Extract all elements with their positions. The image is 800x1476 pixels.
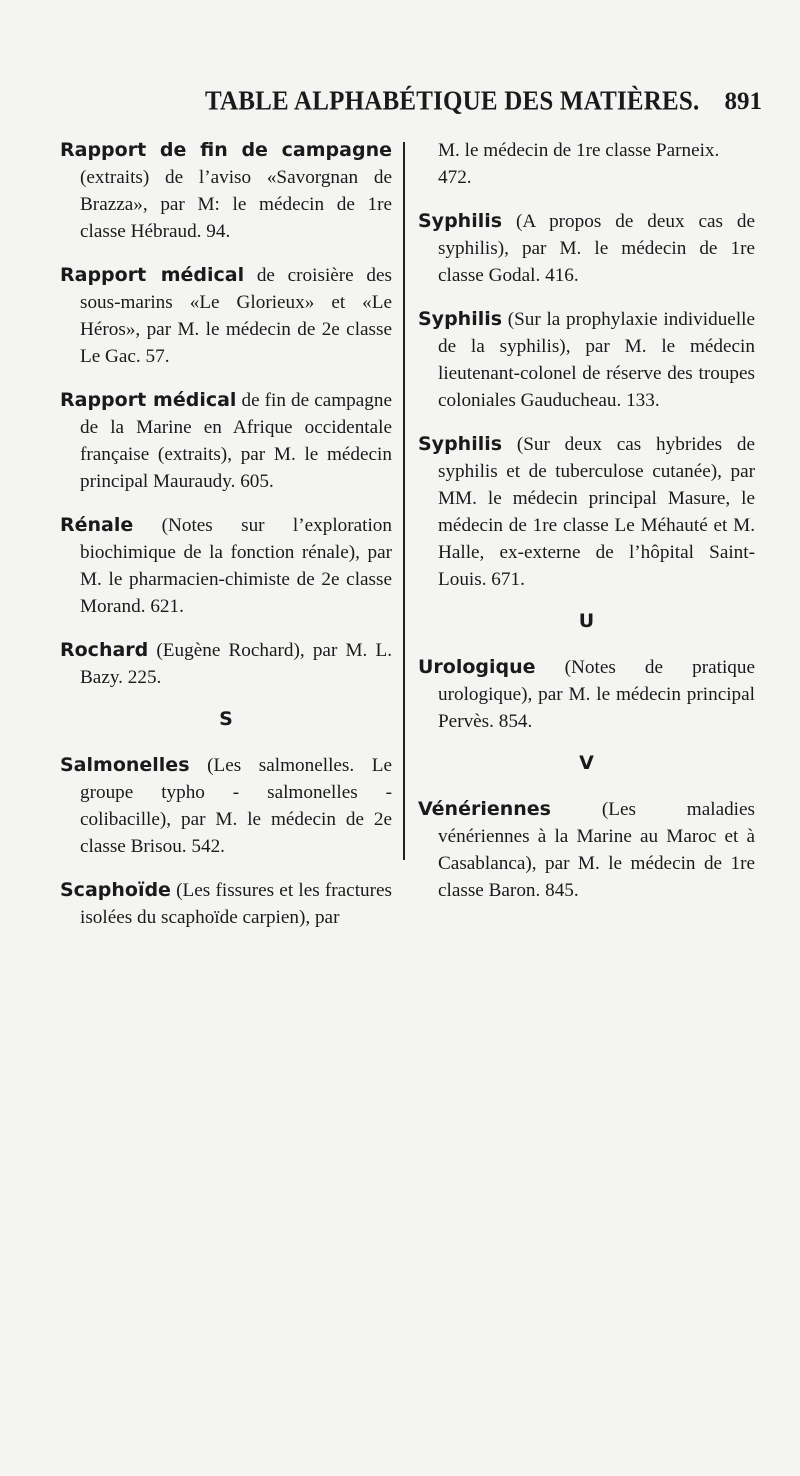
section-letter-s: S	[219, 708, 233, 730]
entry-heading: Urologique	[418, 656, 536, 678]
entry-heading: Syphilis	[418, 433, 503, 455]
entry-heading: Vénériennes	[418, 798, 551, 820]
right-column	[418, 137, 755, 921]
entry-heading: Syphilis	[418, 210, 503, 232]
entry-heading: Rapport médical	[60, 389, 237, 411]
entry-heading: Rapport médical	[60, 264, 245, 286]
entry-text: (extraits) de l’aviso «Savorgnan de Brazza», par M: le médecin de 1re classe Hébraud. 94.	[80, 167, 392, 242]
index-entry	[418, 208, 755, 289]
running-title: TABLE ALPHABÉTIQUE DES MATIÈRES.	[205, 86, 700, 117]
index-entry	[418, 796, 755, 904]
entry-text: de croisière des sous-marins «Le Glorieux» et «Le Héros», par M. le médecin de 2e classe Le Gac. 57.	[80, 265, 392, 367]
column-divider	[403, 142, 405, 860]
entry-heading: Scaphoïde	[60, 879, 171, 901]
index-entry	[60, 752, 392, 860]
entry-text: (Notes sur l’exploration biochimique de la fonction rénale), par M. le pharmacien-chimiste de 2e classe Morand. 621.	[80, 515, 392, 617]
entry-text: (Eugène Rochard), par M. L. Bazy. 225.	[80, 640, 392, 688]
index-entry	[60, 262, 392, 370]
section-letter-u: U	[578, 610, 595, 632]
entry-text: (Sur deux cas hybrides de syphilis et de tuberculose cutanée), par MM. le médecin principal Masure, le médecin de 1re classe Le Méhauté et M. Halle, ex-externe de l’hôpital Saint-Louis. 671.	[438, 434, 756, 590]
entry-text: (Les maladies vénériennes à la Marine au Maroc et à Casablanca), par M. le médecin de 1re classe Baron. 845.	[438, 799, 755, 901]
section-letter-v: V	[579, 752, 594, 774]
index-entry	[418, 306, 755, 414]
page-number: 891	[724, 88, 762, 115]
entry-text: (Sur la prophylaxie individuelle de la syphilis), par M. le médecin lieutenant-colonel de réserve des troupes coloniales Gauducheau. 133.	[438, 309, 755, 411]
entry-heading: Rapport de fin de campagne	[60, 139, 392, 161]
entry-heading: Rénale	[60, 514, 134, 536]
entry-text: de fin de campagne de la Marine en Afrique occidentale française (extraits), par M. le médecin principal Mauraudy. 605.	[80, 390, 392, 492]
index-entry	[60, 137, 392, 245]
entry-text: (Les fissures et les fractures isolées du scaphoïde carpien), par	[80, 880, 392, 928]
entry-heading: Rochard	[60, 639, 149, 661]
index-entry	[60, 877, 392, 931]
entry-text: (A propos de deux cas de syphilis), par M. le médecin de 1re classe Godal. 416.	[438, 211, 756, 286]
entry-continuation: M. le médecin de 1re classe Parneix. 472.	[438, 140, 720, 188]
index-entry	[60, 512, 392, 620]
entry-heading: Syphilis	[418, 308, 503, 330]
entry-heading: Salmonelles	[60, 754, 190, 776]
index-entry	[60, 637, 392, 691]
left-column	[60, 137, 392, 948]
index-entry	[418, 431, 755, 593]
entry-text: (Les salmonelles. Le groupe typho - salmonelles - colibacille), par M. le médecin de 2e classe Brisou. 542.	[80, 755, 393, 857]
index-entry	[60, 387, 392, 495]
index-entry	[418, 654, 755, 735]
entry-text: (Notes de pratique urologique), par M. le médecin principal Pervès. 854.	[438, 657, 755, 732]
